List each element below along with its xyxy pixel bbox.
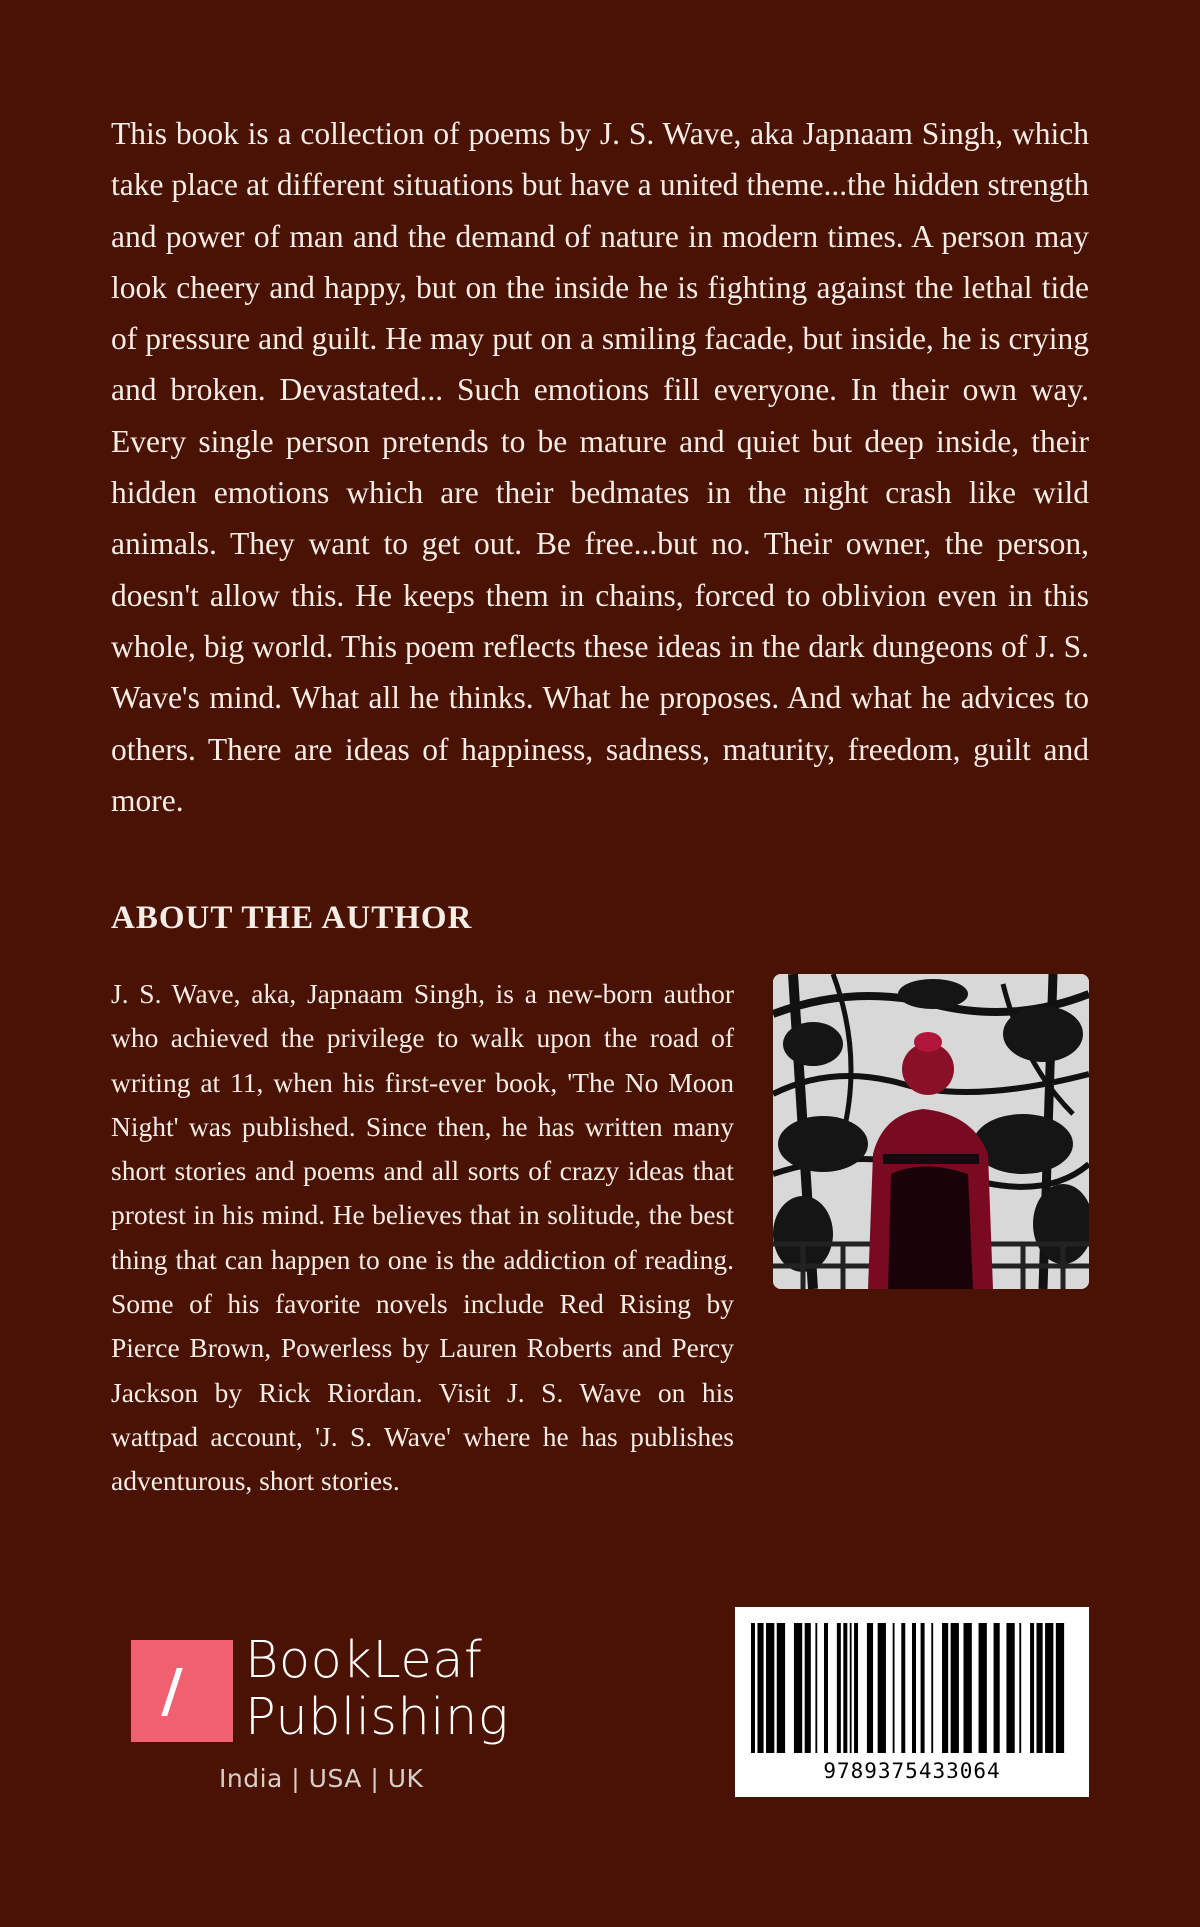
barcode-bar — [794, 1623, 802, 1753]
barcode-bar — [921, 1623, 925, 1753]
barcode-bar — [912, 1623, 916, 1753]
barcode-bar — [751, 1623, 755, 1753]
barcode-bar — [850, 1623, 852, 1753]
barcode-bar — [931, 1623, 933, 1753]
barcode-bar — [901, 1623, 905, 1753]
barcode-bar — [854, 1623, 858, 1753]
barcode-bar — [878, 1623, 886, 1753]
bookleaf-logo-mark — [131, 1640, 233, 1742]
barcode-bar — [1045, 1623, 1053, 1753]
barcode-bar — [757, 1623, 763, 1753]
isbn-barcode — [735, 1607, 1089, 1797]
barcode-bar — [824, 1623, 828, 1753]
barcode-bar — [837, 1623, 841, 1753]
barcode-bar — [777, 1623, 785, 1753]
barcode-bar — [964, 1623, 972, 1753]
barcode-bar — [805, 1623, 811, 1753]
publisher-name-line1: BookLeaf — [245, 1631, 483, 1690]
barcode-bars — [751, 1623, 1073, 1753]
barcode-bar — [1030, 1623, 1034, 1753]
barcode-bar — [815, 1623, 817, 1753]
publisher-name-line2: Publishing — [245, 1688, 509, 1747]
barcode-bar — [951, 1623, 959, 1753]
barcode-bar — [942, 1623, 948, 1753]
back-cover-blurb: This book is a collection of poems by J. S. Wave, aka Japnaam Singh, which take place at different situations but have a united theme...the hidden strength and power of man and the demand of nature in modern times. A person may look cheery and happy, but on the inside he is fighting against the lethal tide of pressure and guilt. He may put on a smiling facade, but inside, he is crying and broken. Devastated... Such emotions fill everyone. In their own way. Every single person pretends to be mature and quiet but deep inside, their hidden emotions which are their bedmates in the night crash like wild animals. They want to get out. Be free...but no. Their owner, the person, doesn't allow this. He keeps them in chains, forced to oblivion even in this whole, big world. This poem reflects these ideas in the dark dungeons of J. S. Wave's mind. What all he thinks. What he proposes. And what he advices to others. There are ideas of happiness, sadness, maturity, freedom, guilt and more. — [111, 116, 1089, 818]
bookleaf-logo-text — [245, 1632, 509, 1746]
barcode-bar — [867, 1623, 873, 1753]
author-photo — [773, 974, 1089, 1289]
barcode-bar — [994, 1623, 1000, 1753]
isbn-number: 9789375433064 — [823, 1759, 1001, 1783]
barcode-bar — [1037, 1623, 1043, 1753]
barcode-bar — [766, 1623, 774, 1753]
barcode-bar — [843, 1623, 847, 1753]
barcode-bar — [893, 1623, 895, 1753]
barcode-bar — [1006, 1623, 1014, 1753]
about-author-heading: ABOUT THE AUTHOR — [111, 900, 473, 936]
barcode-bar — [979, 1623, 987, 1753]
barcode-bar — [1019, 1623, 1021, 1753]
barcode-bar — [1056, 1623, 1064, 1753]
author-bio: J. S. Wave, aka, Japnaam Singh, is a new-born author who achieved the privilege to walk upon the road of writing at 11, when his first-ever book, 'The No Moon Night' was published. Since then, he has written many short stories and poems and all sorts of crazy ideas that protest in his mind. He believes that in solitude, the best thing that can happen to one is the addiction of reading. Some of his favorite novels include Red Rising by Pierce Brown, Powerless by Lauren Roberts and Percy Jackson by Rick Riordan. Visit J. S. Wave on his wattpad account, 'J. S. Wave' where he has publishes adventurous, short stories. — [111, 978, 734, 1497]
publisher-regions: India | USA | UK — [219, 1764, 424, 1793]
